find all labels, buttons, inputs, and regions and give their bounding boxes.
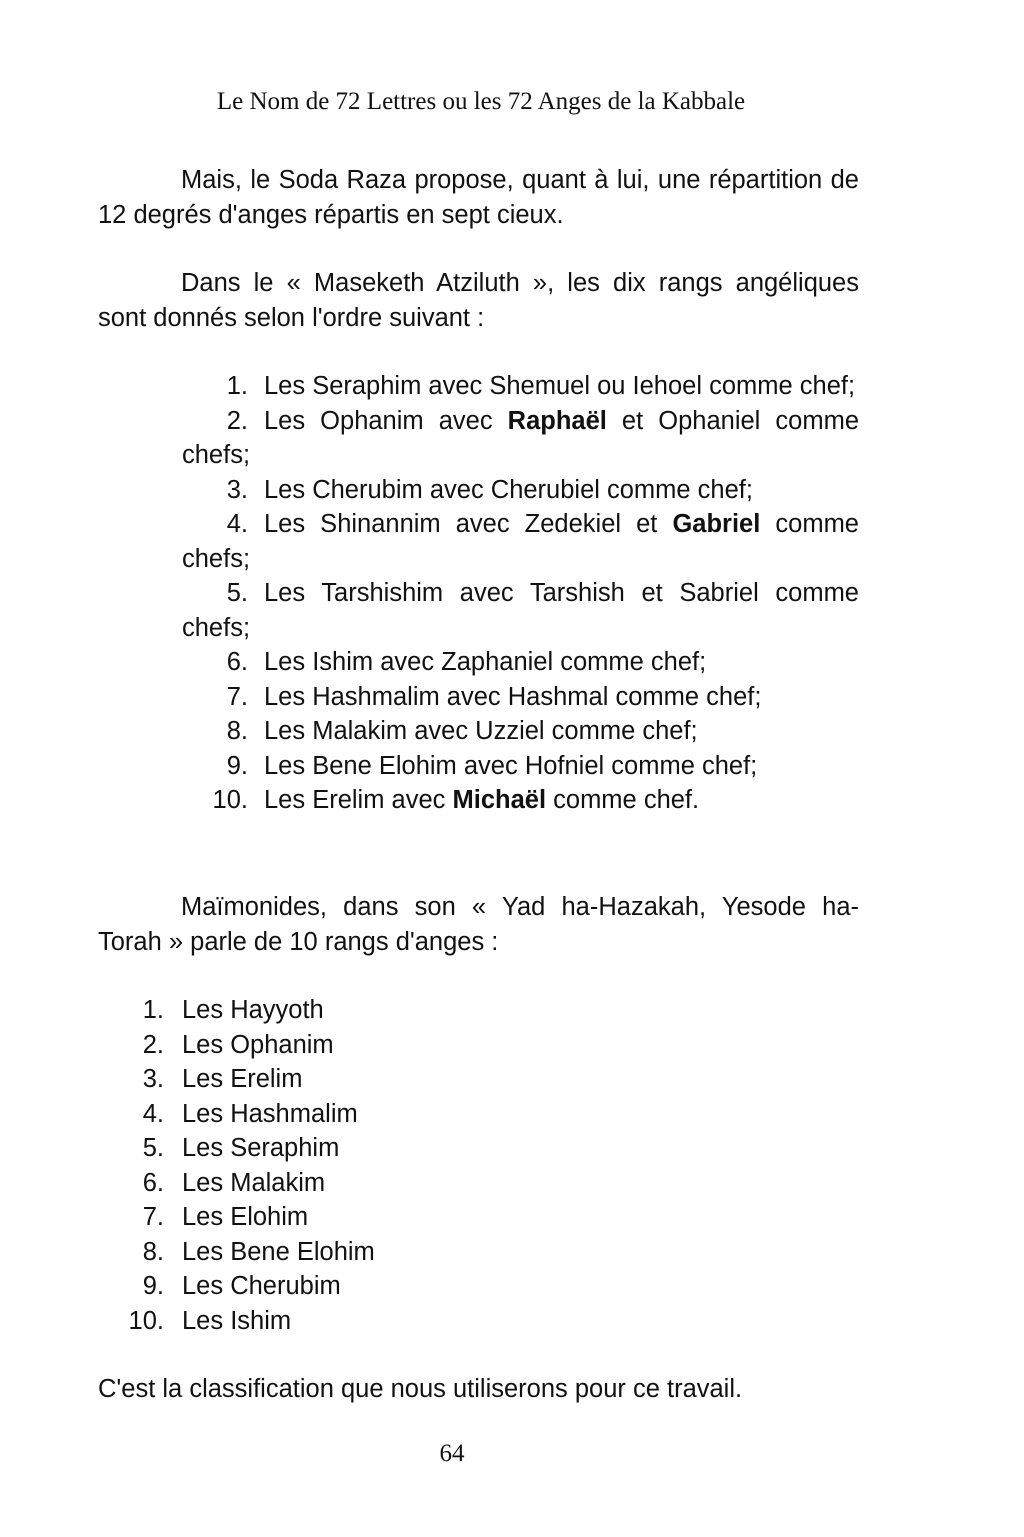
list-item	[98, 1131, 598, 1166]
list-item	[98, 1235, 598, 1270]
paragraph-conclusion	[98, 1372, 859, 1407]
list-number: 10.	[128, 1306, 164, 1335]
list-item-text: Les Hashmalim	[182, 1099, 358, 1128]
list-number: 9.	[226, 751, 248, 780]
list-item-text: Les Hashmalim avec Hashmal comme chef;	[264, 682, 762, 711]
list-item	[182, 473, 859, 508]
list-item-text: Les Seraphim	[182, 1134, 340, 1162]
list-number: 4.	[142, 1099, 164, 1128]
list-item	[182, 783, 859, 818]
list-item-text: Les Ishim	[182, 1306, 292, 1335]
list-item-text: et Ophaniel comme chefs;	[182, 406, 859, 469]
paragraph-soda-raza	[98, 163, 859, 232]
list-number: 3.	[142, 1065, 164, 1093]
bold-angel-name: Michaël	[452, 786, 547, 814]
list-item-text: Les Cherubim	[182, 1272, 341, 1300]
paragraph-text: C'est la classification que nous utiliserons pour ce travail.	[98, 1375, 743, 1403]
list-item-text: Les Ophanim avec	[264, 406, 508, 435]
paragraph-maseketh-atziluth	[98, 266, 859, 335]
list-number: 8.	[142, 1237, 164, 1266]
list-number: 1.	[142, 996, 164, 1024]
running-header: Le Nom de 72 Lettres ou les 72 Anges de la Kabbale	[216, 88, 746, 115]
list-item	[182, 576, 859, 645]
list-item-text: Les Tarshishim avec Tarshish et Sabriel comme chefs;	[182, 579, 859, 642]
paragraph-maimonides	[98, 890, 859, 959]
list-number: 9.	[142, 1272, 164, 1300]
list-item-text: Les Bene Elohim	[182, 1237, 375, 1266]
list-item	[182, 404, 859, 473]
list-number: 6.	[226, 648, 248, 676]
list-item	[98, 1166, 598, 1201]
list-item-text: Les Cherubim avec Cherubiel comme chef;	[264, 475, 753, 504]
list-item	[98, 1304, 598, 1339]
list-item	[98, 1269, 598, 1304]
list-item-text: Les Malakim	[182, 1168, 326, 1197]
list-item-text: Les Erelim avec	[264, 786, 453, 814]
list-item-text: Les Malakim avec Uzziel comme chef;	[264, 717, 698, 745]
page-number: 64	[439, 1440, 465, 1467]
list-number: 7.	[142, 1203, 164, 1231]
list-item	[182, 507, 859, 576]
list-item-text: Les Bene Elohim avec Hofniel comme chef;	[264, 751, 758, 780]
list-item	[182, 714, 859, 749]
list-item	[98, 1097, 598, 1132]
list-number: 1.	[226, 372, 248, 400]
list-number: 3.	[226, 475, 248, 504]
list-number: 8.	[226, 717, 248, 745]
list-number: 5.	[226, 579, 248, 607]
list-item	[182, 369, 859, 404]
list-item-text: Les Hayyoth	[182, 996, 324, 1024]
list-number: 5.	[142, 1134, 164, 1162]
list-item	[98, 1200, 598, 1235]
list-number: 7.	[226, 682, 248, 711]
list-number: 6.	[142, 1168, 164, 1197]
bold-angel-name: Raphaël	[507, 406, 607, 435]
bold-angel-name: Gabriel	[672, 510, 761, 538]
paragraph-text: Maïmonides, dans son « Yad ha-Hazakah, Yesode ha-Torah » parle de 10 rangs d'anges :	[98, 893, 859, 956]
list-item-text: Les Ishim avec Zaphaniel comme chef;	[264, 648, 707, 676]
list-item-text: Les Elohim	[182, 1203, 309, 1231]
paragraph-text: Dans le « Maseketh Atziluth », les dix rangs angéliques sont donnés selon l'ordre suivant :	[98, 269, 859, 332]
paragraph-text: Mais, le Soda Raza propose, quant à lui, une répartition de 12 degrés d'anges répartis en sept cieux.	[98, 166, 859, 229]
list-item	[182, 645, 859, 680]
list-item	[182, 749, 859, 784]
list-item	[98, 993, 598, 1028]
list-item	[98, 1062, 598, 1097]
list-item-text: Les Shinannim avec Zedekiel et	[264, 510, 673, 538]
list-item	[182, 680, 859, 715]
list-item-text: comme chefs;	[182, 510, 859, 573]
atziluth-ranks-list	[182, 369, 859, 818]
list-number: 4.	[226, 510, 248, 538]
list-item-text: Les Ophanim	[182, 1030, 334, 1059]
list-item	[98, 1028, 598, 1063]
maimonides-ranks-list	[98, 993, 598, 1338]
list-number: 2.	[226, 406, 248, 435]
list-item-text: Les Erelim	[182, 1065, 303, 1093]
list-number: 10.	[212, 786, 248, 814]
list-number: 2.	[142, 1030, 164, 1059]
list-item-text: Les Seraphim avec Shemuel ou Iehoel comme chef;	[264, 372, 856, 400]
list-item-text: comme chef.	[546, 786, 700, 814]
